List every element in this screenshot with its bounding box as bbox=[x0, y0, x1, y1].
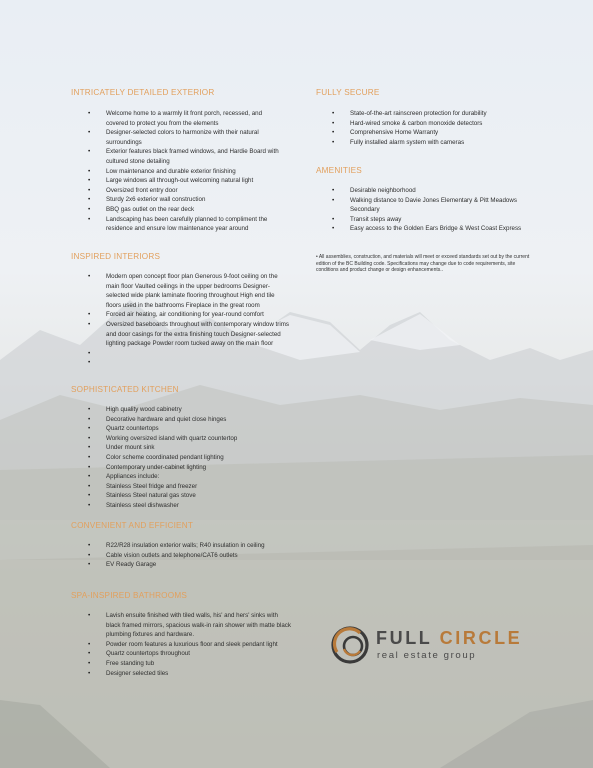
list-item: • Welcome home to a warmly lit front porch, recessed, and covered to protect you from the elements bbox=[106, 109, 281, 128]
list-item: • Quartz countertops bbox=[106, 424, 281, 434]
list-item: • Easy access to the Golden Ears Bridge & West Coast Express bbox=[350, 224, 531, 234]
section-title: SPA-INSPIRED BATHROOMS bbox=[71, 591, 188, 600]
feature-list bbox=[106, 272, 291, 368]
list-item: • Cable vision outlets and telephone/CAT6 outlets bbox=[106, 551, 291, 561]
section-interiors bbox=[71, 252, 291, 368]
list-item: • Desirable neighborhood bbox=[350, 186, 531, 196]
feature-list bbox=[106, 109, 281, 234]
section-title: AMENITIES bbox=[316, 166, 362, 175]
logo-word-circle: CIRCLE bbox=[439, 628, 523, 648]
circle-logo-icon bbox=[330, 625, 370, 665]
list-item: • BBQ gas outlet on the rear deck bbox=[106, 205, 281, 215]
list-item: • Transit steps away bbox=[350, 215, 531, 225]
list-item: • Walking distance to Davie Jones Elementary & Pitt Meadows Secondary bbox=[350, 196, 531, 215]
list-item bbox=[106, 358, 291, 368]
list-item: • Sturdy 2x6 exterior wall construction bbox=[106, 195, 281, 205]
section-kitchen bbox=[71, 385, 281, 511]
list-item: • Large windows all through-out welcoming natural light bbox=[106, 176, 281, 186]
list-item: • Stainless Steel natural gas stove bbox=[106, 491, 281, 501]
section-amenities bbox=[316, 166, 531, 234]
list-item: • Stainless steel dishwasher bbox=[106, 501, 281, 511]
list-item: • High quality wood cabinetry bbox=[106, 405, 281, 415]
list-item: • State-of-the-art rainscreen protection for durability bbox=[350, 109, 531, 119]
list-item: • Designer-selected colors to harmonize with their natural surroundings bbox=[106, 128, 281, 147]
list-item: • Appliances include: bbox=[106, 472, 281, 482]
list-item: • Decorative hardware and quiet close hinges bbox=[106, 415, 281, 425]
feature-list bbox=[350, 186, 531, 234]
list-item: • Modern open concept floor plan Generous 9-foot ceiling on the main floor Vaulted ceilings in the upper bedrooms Designer-selected wide plank laminate flooring throughout High end tile floors used in the bathrooms Fireplace in the great room bbox=[106, 272, 291, 310]
section-bathrooms bbox=[71, 591, 291, 678]
list-item: • Fully installed alarm system with cameras bbox=[350, 138, 531, 148]
list-item: • Under mount sink bbox=[106, 443, 281, 453]
section-title: INTRICATELY DETAILED EXTERIOR bbox=[71, 88, 215, 97]
disclaimer-text: • All assemblies, construction, and materials will meet or exceed standards set out by the current edition of the BC Building code. Specifications may change due to code requirements, site conditions and product change or design enhancements.. bbox=[316, 254, 530, 274]
logo-subtitle: real estate group bbox=[377, 650, 477, 661]
list-item: • Exterior features black framed windows, and Hardie Board with cultured stone detailing bbox=[106, 147, 281, 166]
list-item bbox=[106, 349, 291, 359]
list-item: • Oversized front entry door bbox=[106, 186, 281, 196]
section-title: CONVENIENT AND EFFICIENT bbox=[71, 521, 194, 530]
list-item: • Forced air heating, air conditioning for year-round comfort bbox=[106, 310, 291, 320]
list-item: • Stainless Steel fridge and freezer bbox=[106, 482, 281, 492]
list-item: • Free standing tub bbox=[106, 659, 291, 669]
list-item: • R22/R28 insulation exterior walls; R40 insulation in ceiling bbox=[106, 541, 291, 551]
feature-list bbox=[350, 109, 531, 147]
list-item: • Color scheme coordinated pendant lighting bbox=[106, 453, 281, 463]
list-item: • Lavish ensuite finished with tiled walls, his' and hers' sinks with black framed mirrors, spacious walk-in rain shower with matte black plumbing fixtures and hardware. bbox=[106, 611, 291, 640]
logo-word-full: FULL bbox=[376, 628, 440, 648]
list-item: • Powder room features a luxurious floor and sleek pendant light bbox=[106, 640, 291, 650]
section-secure bbox=[316, 88, 531, 147]
logo-wordmark bbox=[376, 628, 522, 649]
list-item: • Landscaping has been carefully planned to compliment the residence and ensure low maintenance year around bbox=[106, 215, 281, 234]
feature-list bbox=[106, 405, 281, 511]
section-title: FULLY SECURE bbox=[316, 88, 380, 97]
list-item: • Designer selected tiles bbox=[106, 669, 291, 679]
list-item: • EV Ready Garage bbox=[106, 560, 291, 570]
feature-list bbox=[106, 611, 291, 678]
list-item: • Low maintenance and durable exterior finishing bbox=[106, 167, 281, 177]
full-circle-logo bbox=[330, 625, 540, 665]
list-item: • Quartz countertops throughout bbox=[106, 649, 291, 659]
list-item: • Contemporary under-cabinet lighting bbox=[106, 463, 281, 473]
list-item: • Comprehensive Home Warranty bbox=[350, 128, 531, 138]
list-item: • Working oversized island with quartz countertop bbox=[106, 434, 281, 444]
section-title: INSPIRED INTERIORS bbox=[71, 252, 161, 261]
list-item: • Oversized baseboards throughout with contemporary window trims and door casings for the extra finishing touch Designer-selected lighting package Powder room tucked away on the main floor bbox=[106, 320, 291, 349]
section-efficient bbox=[71, 521, 291, 570]
list-item: • Hard-wired smoke & carbon monoxide detectors bbox=[350, 119, 531, 129]
section-exterior bbox=[71, 88, 281, 234]
feature-list bbox=[106, 541, 291, 570]
section-title: SOPHISTICATED KITCHEN bbox=[71, 385, 179, 394]
